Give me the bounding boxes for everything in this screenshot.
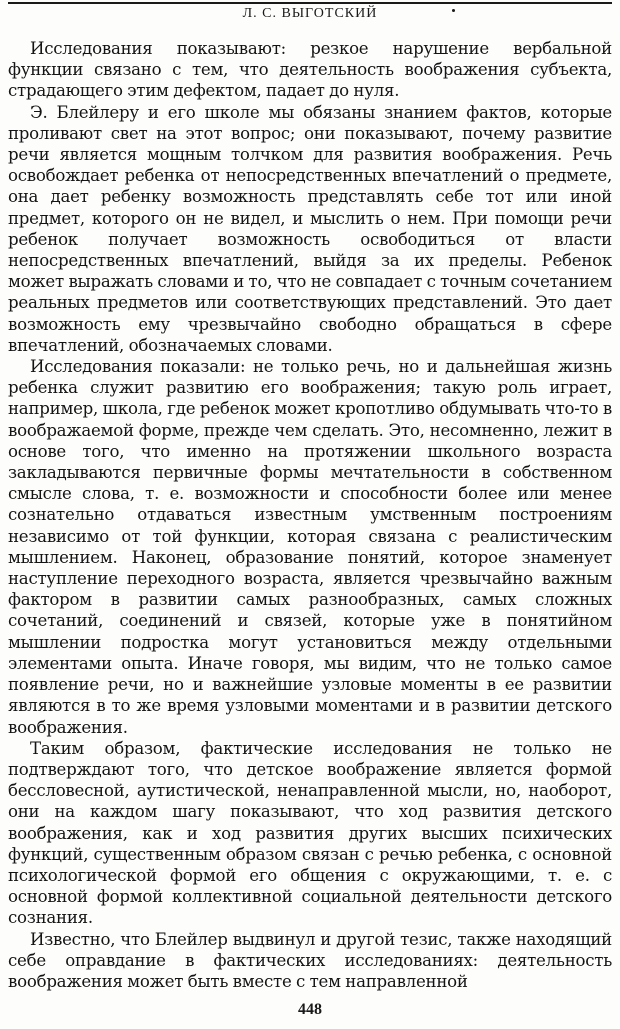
paragraph-3: Исследования показали: не только речь, но и дальнейшая жизнь ребенка служит развитию его воображения; такую роль играет, например, школа, где ребенок может кропотливо обдумывать что-то в воображаемой форме, прежде чем сделать. Это, несомненно, лежит в основе того, что именно на протяжении школьного возраста закладываются первичные формы мечтательности в собственном смысле слова, т. е. возможности и способности более или менее сознательно отдаваться известным умственным построениям независимо от той функции, которая связана с реалистическим мышлением. Наконец, образование понятий, которое знаменует наступление переходного возраста, является чрезвычайно важным фактором в развитии самых разнообразных, самых сложных сочетаний, соединений и связей, которые уже в понятийном мышлении подростка могут установиться между отдельными элементами опыта. Иначе говоря, мы видим, что не только самое появление речи, но и важнейшие узловые моменты в ее развитии являются в то же время узловыми моментами и в развитии детского воображения.: [8, 357, 612, 737]
paragraph-4: Таким образом, фактические исследования не только не подтверждают того, что детское воображение является формой бессловесной, аутистической, ненаправленной мысли, но, наоборот, они на каждом шагу показывают, что ход развития детского воображения, как и ход развития других высших психических функций, существенным образом связан с речью ребенка, с основной психологической формой его общения с окружающими, т. е. с основной формой коллективной социальной деятельности детского сознания.: [8, 738, 612, 928]
running-head-title: Л. С. ВЫГОТСКИЙ: [242, 6, 378, 21]
header-rule: [8, 2, 612, 4]
running-head: [0, 6, 620, 22]
body-text: [8, 38, 612, 992]
paragraph-2: Э. Блейлеру и его школе мы обязаны знанием фактов, которые проливают свет на этот вопрос; они показывают, почему развитие речи является мощным толчком для развития воображения. Речь освобождает ребенка от непосредственных впечатлений о предмете, она дает ребенку возможность представлять себе тот или иной предмет, которого он не видел, и мыслить о нем. При помощи речи ребенок получает возможность освободиться от власти непосредственных впечатлений, выйдя за их пределы. Ребенок может выражать словами и то, что не совпадает с точным сочетанием реальных предметов или соответствующих представлений. Это дает возможность ему чрезвычайно свободно обращаться в сфере впечатлений, обозначаемых словами.: [8, 102, 612, 355]
page-number: 448: [298, 1001, 322, 1018]
paragraph-5: Известно, что Блейлер выдвинул и другой тезис, также находящий себе оправдание в фактических исследованиях: деятельность воображения может быть вместе с тем направленной: [8, 929, 612, 991]
paragraph-1: Исследования показывают: резкое нарушение вербальной функции связано с тем, что деятельность воображения субъекта, страдающего этим дефектом, падает до нуля.: [8, 39, 612, 101]
header-dot-mark: [452, 9, 455, 12]
